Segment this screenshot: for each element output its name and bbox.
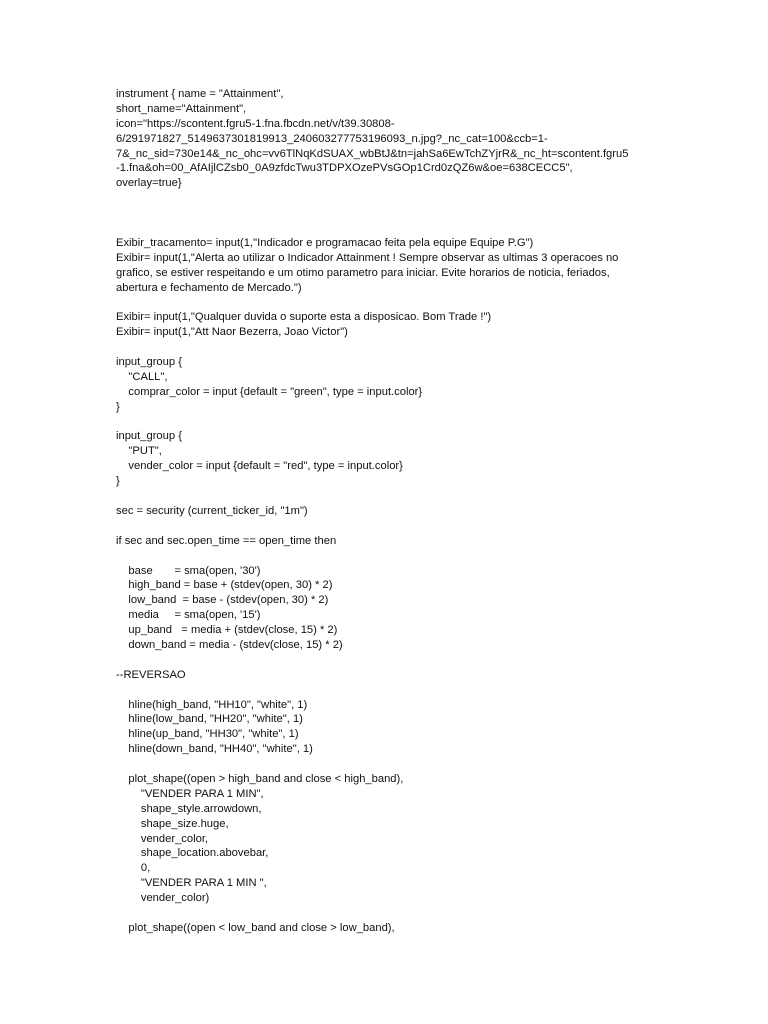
document-line: Exibir= input(1,"Alerta ao utilizar o Indicador Attainment ! Sempre observar as ultimas 3 operacoes no [116, 251, 619, 264]
document-line [116, 415, 656, 430]
document-line: hline(up_band, "HH30", "white", 1) [116, 728, 299, 741]
document-line: Exibir= input(1,"Qualquer duvida o suporte esta a disposicao. Bom Trade !") [116, 311, 492, 324]
document-line [116, 206, 656, 221]
document-line [116, 757, 656, 772]
document-line: -1.fna&oh=00_AfAIjlCZsb0_0A9zfdcTwu3TDPXOzePVsGOp1Crd0zQZ6w&oe=638CECC5", [116, 162, 573, 175]
document-line: vender_color, [116, 832, 209, 845]
document-line: "VENDER PARA 1 MIN", [116, 787, 264, 800]
document-line: low_band = base - (stdev(open, 30) * 2) [116, 594, 329, 607]
document-line [116, 683, 656, 698]
document-line: short_name="Attainment", [116, 102, 247, 115]
document-line: plot_shape((open < low_band and close > low_band), [116, 921, 395, 934]
document-line: vender_color) [116, 892, 210, 905]
document-line [116, 549, 656, 564]
document-line [116, 191, 656, 206]
document-line: if sec and sec.open_time == open_time then [116, 534, 337, 547]
document-line [116, 489, 656, 504]
document-line: "PUT", [116, 445, 162, 458]
document-line [116, 906, 656, 921]
document-line: overlay=true} [116, 177, 182, 190]
document-line: shape_size.huge, [116, 817, 229, 830]
document-line: --REVERSAO [116, 668, 186, 681]
document-line: comprar_color = input {default = "green", type = input.color} [116, 385, 423, 398]
document-line: hline(down_band, "HH40", "white", 1) [116, 743, 313, 756]
document-line: media = sma(open, '15') [116, 609, 261, 622]
document-line [116, 221, 656, 236]
document-line: abertura e fechamento de Mercado.") [116, 281, 302, 294]
document-line: "VENDER PARA 1 MIN ", [116, 877, 267, 890]
document-line: 7&_nc_sid=730e14&_nc_ohc=vv6TlNqKdSUAX_wbBtJ&tn=jahSa6EwTchZYjrR&_nc_ht=scontent.fgru5 [116, 147, 629, 160]
document-line: } [116, 475, 120, 488]
document-line: 0, [116, 862, 151, 875]
document-line: up_band = media + (stdev(close, 15) * 2) [116, 624, 338, 637]
document-line: hline(high_band, "HH10", "white", 1) [116, 698, 308, 711]
document-line: Exibir_tracamento= input(1,"Indicador e programacao feita pela equipe Equipe P.G") [116, 236, 534, 249]
document-line: Exibir= input(1,"Att Naor Bezerra, Joao Victor") [116, 326, 348, 339]
document-line: } [116, 400, 120, 413]
document-line [116, 295, 656, 310]
document-line: input_group { [116, 430, 182, 443]
document-line: input_group { [116, 356, 182, 369]
document-body [116, 87, 656, 936]
document-line: shape_style.arrowdown, [116, 802, 262, 815]
document-line [116, 519, 656, 534]
document-line: grafico, se estiver respeitando e um otimo parametro para iniciar. Evite horarios de noticia, feriados, [116, 266, 610, 279]
document-line: 6/291971827_5149637301819913_240603277753196093_n.jpg?_nc_cat=100&ccb=1- [116, 132, 548, 145]
document-line: icon="https://scontent.fgru5-1.fna.fbcdn.net/v/t39.30808- [116, 117, 395, 130]
document-line: base = sma(open, '30') [116, 564, 261, 577]
document-line [116, 653, 656, 668]
document-line: vender_color = input {default = "red", type = input.color} [116, 460, 403, 473]
document-line: high_band = base + (stdev(open, 30) * 2) [116, 579, 333, 592]
document-line: shape_location.abovebar, [116, 847, 269, 860]
document-line: hline(low_band, "HH20", "white", 1) [116, 713, 303, 726]
document-line: instrument { name = "Attainment", [116, 88, 284, 100]
document-line: plot_shape((open > high_band and close < high_band), [116, 772, 404, 785]
document-line: down_band = media - (stdev(close, 15) * 2) [116, 638, 343, 651]
document-line: sec = security (current_ticker_id, "1m") [116, 504, 308, 517]
document-line [116, 340, 656, 355]
document-line: "CALL", [116, 370, 168, 383]
